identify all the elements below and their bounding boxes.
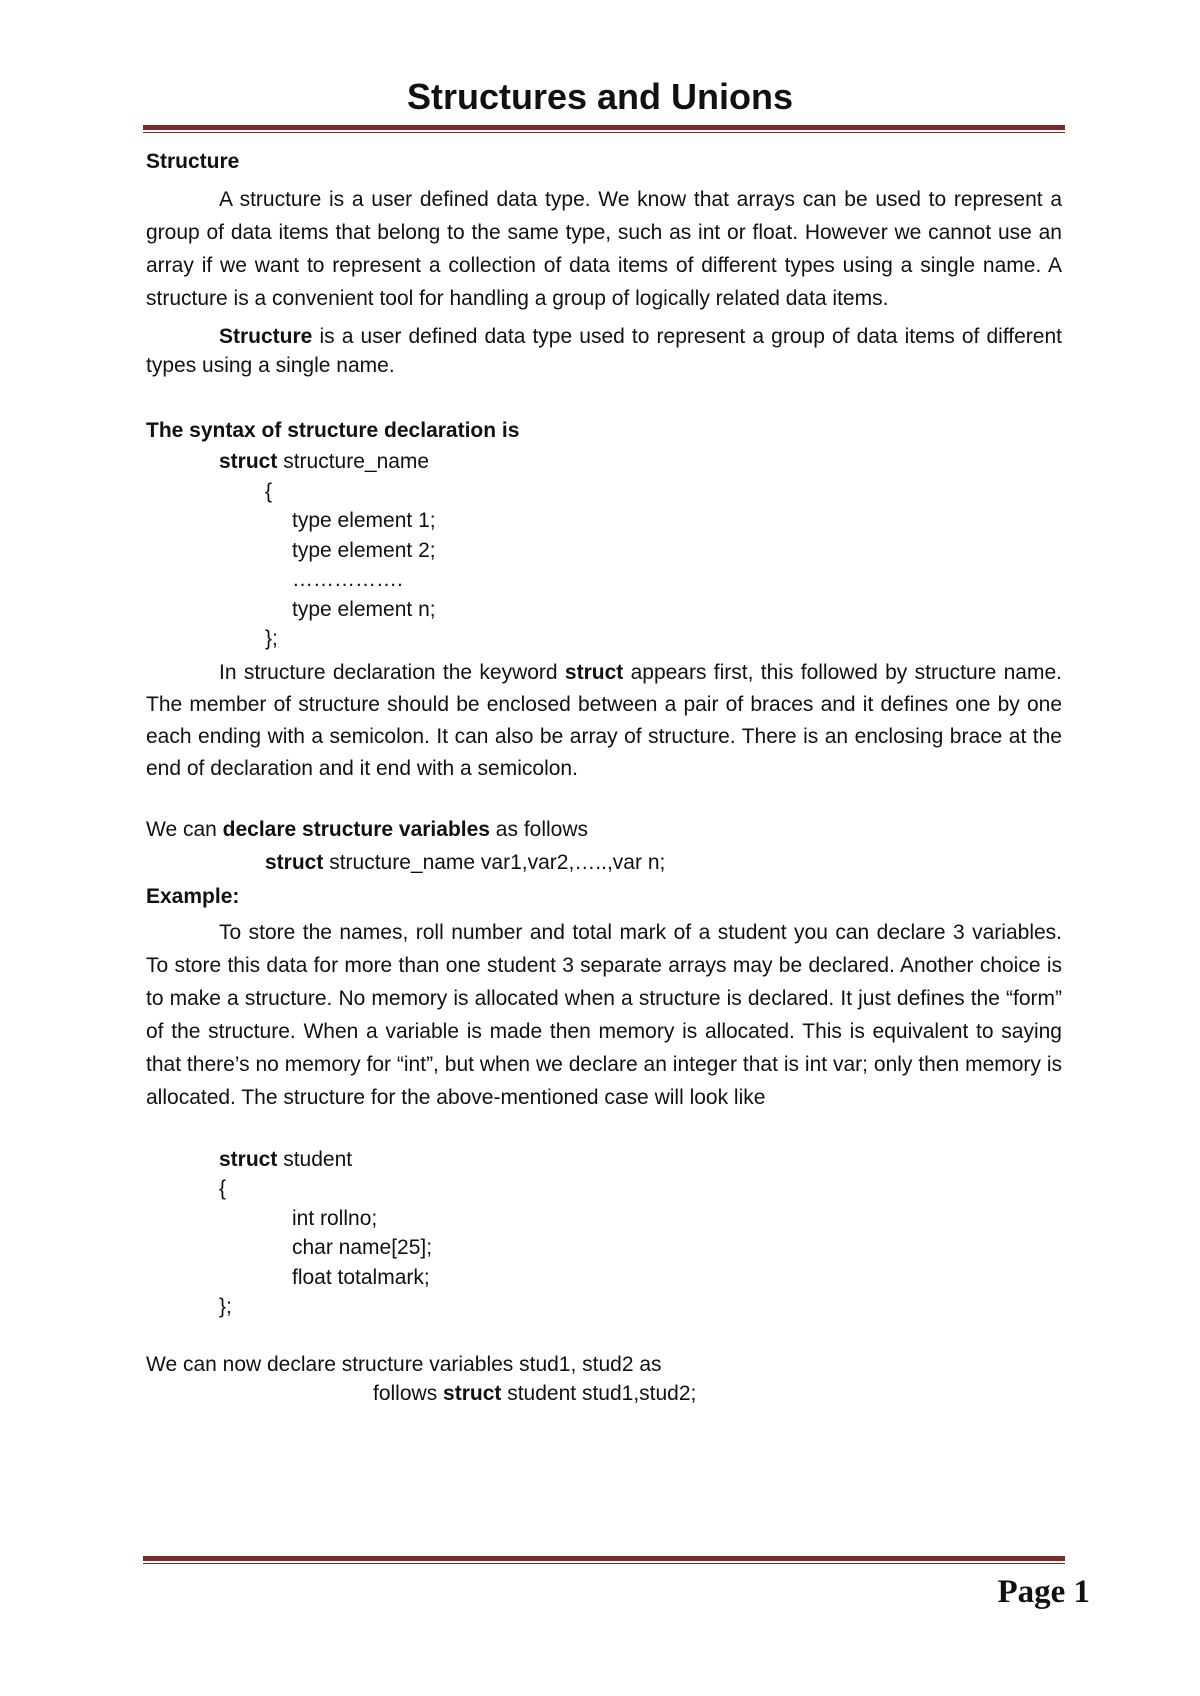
syntax-line-dots: ……………. [292,568,403,591]
syntax-heading: The syntax of structure declaration is [146,419,520,442]
student-line-close: }; [219,1295,232,1318]
syntax-line-open: { [265,479,273,503]
syntax-line-struct: struct structure_name [219,450,430,473]
syntax-line-elem2: type element 2; [292,538,436,562]
syntax-line-elem1: type element 1; [292,509,436,532]
paragraph-declaration-explained: In structure declaration the keyword struct appears first, this followed by structure name. The member of structure should be enclosed between a pair of braces and it defines one by one each ending with a semicolon. It can also be array of structure. There is an enclosing brace at the end of declaration and it end with a semicolon. [146,660,1062,780]
section-heading-structure: Structure [146,150,240,173]
declare-students-code: follows struct student stud1,stud2; [373,1382,697,1405]
page-title: Structures and Unions [406,76,794,117]
document-body [146,145,1062,1409]
term-structure: Structure [219,325,313,348]
header-rule [143,125,1065,133]
student-line-name: char name[25]; [292,1236,433,1259]
page-number: Page 1 [997,1574,1090,1610]
student-line-rollno: int rollno; [292,1206,378,1230]
student-line-totalmark: float totalmark; [292,1265,430,1289]
paragraph-structure-definition: Structure is a user defined data type used to represent a group of data items of different types using a single name. [146,325,1062,377]
student-line-open: { [219,1177,227,1200]
syntax-line-elemn: type element n; [292,597,436,621]
student-struct-code-block [146,1145,1062,1322]
keyword-struct: struct [564,660,624,684]
student-line-struct: struct student [219,1147,353,1171]
syntax-code-block [146,447,1062,654]
paragraph-example: To store the names, roll number and total mark of a student you can declare 3 variables. To store this data for more than one student 3 separate arrays may be declared. Another choice is to make a structure. No memory is allocated when a structure is declared. It just defines the “form” of the structure. When a variable is made then memory is allocated. This is equivalent to saying that there’s no memory for “int”, but when we declare an integer that is int var; only then memory is allocated. The structure for the above-mentioned case will look like [146,920,1062,1109]
declare-variables-line: We can declare structure variables as follows [146,817,589,841]
declare-variables-code: struct structure_name var1,var2,…..,var n; [265,851,666,874]
syntax-line-close: }; [265,627,278,650]
declare-students-line: We can now declare structure variables stud1, stud2 as [146,1352,662,1376]
example-heading: Example: [146,884,240,908]
paragraph-structure-intro: A structure is a user defined data type. We know that arrays can be used to represent a group of data items that belong to the same type, such as int or float. However we cannot use an array if we want to represent a collection of data items of different types using a single name. A structure is a convenient tool for handling a group of logically related data items. [146,188,1062,310]
footer-rule [143,1556,1065,1564]
